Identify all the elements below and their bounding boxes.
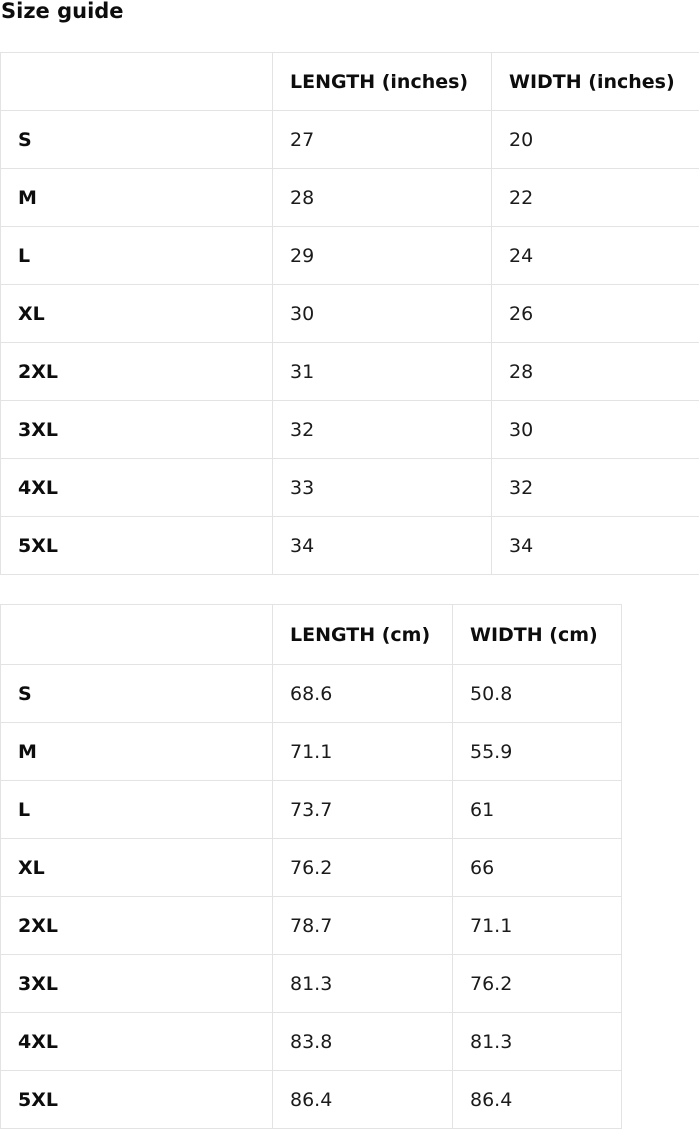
width-cell: 20	[492, 111, 699, 169]
size-cell: M	[1, 723, 273, 781]
size-cell: S	[1, 111, 273, 169]
width-cell: 66	[453, 839, 622, 897]
table-row	[1, 517, 699, 575]
table-row	[1, 459, 699, 517]
length-cell: 27	[273, 111, 492, 169]
table-row	[1, 227, 699, 285]
width-cell: 22	[492, 169, 699, 227]
header-width-cm: WIDTH (cm)	[453, 605, 622, 665]
length-cell: 86.4	[273, 1071, 453, 1129]
width-cell: 34	[492, 517, 699, 575]
size-cell: XL	[1, 285, 273, 343]
width-cell: 50.8	[453, 665, 622, 723]
size-cell: L	[1, 781, 273, 839]
size-cell: XL	[1, 839, 273, 897]
table-row	[1, 723, 622, 781]
width-cell: 28	[492, 343, 699, 401]
width-cell: 71.1	[453, 897, 622, 955]
header-length-cm: LENGTH (cm)	[273, 605, 453, 665]
length-cell: 34	[273, 517, 492, 575]
length-cell: 33	[273, 459, 492, 517]
size-cell: 4XL	[1, 459, 273, 517]
size-cell: 2XL	[1, 343, 273, 401]
header-empty-cell	[1, 605, 273, 665]
width-cell: 61	[453, 781, 622, 839]
size-cell: 3XL	[1, 955, 273, 1013]
size-table-cm	[0, 604, 622, 1129]
table-row	[1, 781, 622, 839]
table-row	[1, 1013, 622, 1071]
table-row	[1, 955, 622, 1013]
width-cell: 81.3	[453, 1013, 622, 1071]
table-row	[1, 401, 699, 459]
length-cell: 68.6	[273, 665, 453, 723]
size-cell: 5XL	[1, 1071, 273, 1129]
page-title: Size guide	[1, 0, 124, 23]
width-cell: 55.9	[453, 723, 622, 781]
length-cell: 78.7	[273, 897, 453, 955]
length-cell: 83.8	[273, 1013, 453, 1071]
table-row	[1, 897, 622, 955]
length-cell: 30	[273, 285, 492, 343]
width-cell: 76.2	[453, 955, 622, 1013]
length-cell: 29	[273, 227, 492, 285]
table-row	[1, 285, 699, 343]
length-cell: 76.2	[273, 839, 453, 897]
table-row	[1, 111, 699, 169]
header-empty-cell	[1, 53, 273, 111]
size-cell: 2XL	[1, 897, 273, 955]
size-cell: 5XL	[1, 517, 273, 575]
table-row	[1, 1071, 622, 1129]
size-cell: S	[1, 665, 273, 723]
length-cell: 71.1	[273, 723, 453, 781]
width-cell: 24	[492, 227, 699, 285]
table-header-row	[1, 605, 622, 665]
width-cell: 32	[492, 459, 699, 517]
table-row	[1, 839, 622, 897]
length-cell: 73.7	[273, 781, 453, 839]
length-cell: 32	[273, 401, 492, 459]
width-cell: 26	[492, 285, 699, 343]
size-cell: 3XL	[1, 401, 273, 459]
header-width-inches: WIDTH (inches)	[492, 53, 699, 111]
size-cell: M	[1, 169, 273, 227]
table-row	[1, 169, 699, 227]
width-cell: 86.4	[453, 1071, 622, 1129]
table-row	[1, 665, 622, 723]
table-header-row	[1, 53, 699, 111]
size-cell: 4XL	[1, 1013, 273, 1071]
size-table-inches	[0, 52, 699, 575]
header-length-inches: LENGTH (inches)	[273, 53, 492, 111]
table-row	[1, 343, 699, 401]
length-cell: 81.3	[273, 955, 453, 1013]
length-cell: 28	[273, 169, 492, 227]
length-cell: 31	[273, 343, 492, 401]
width-cell: 30	[492, 401, 699, 459]
size-cell: L	[1, 227, 273, 285]
